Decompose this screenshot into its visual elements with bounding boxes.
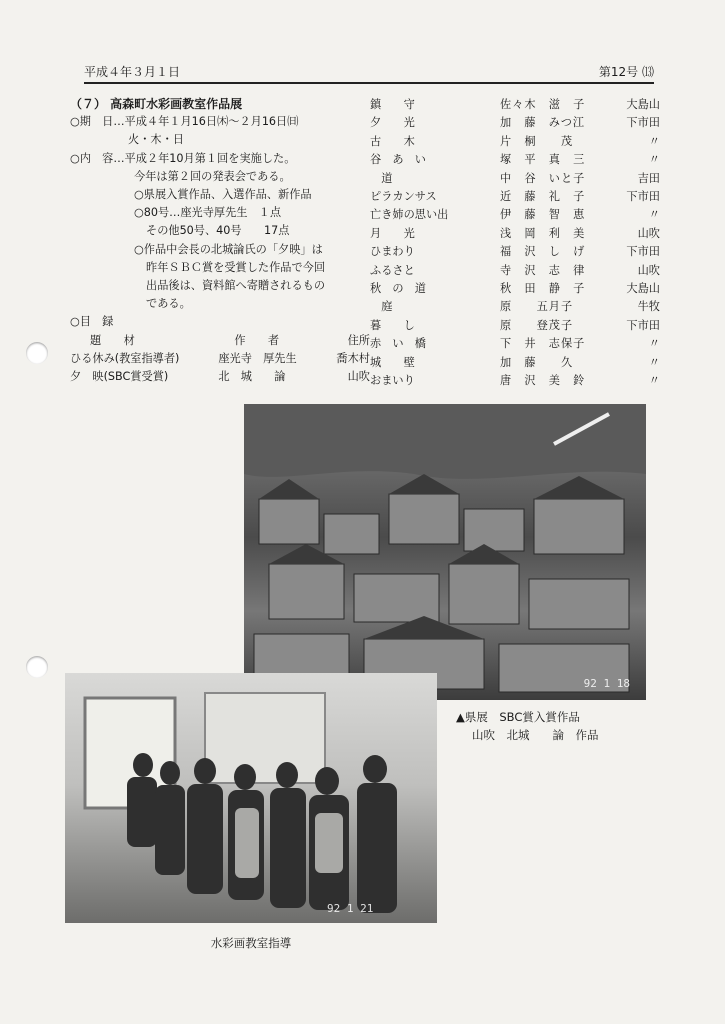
table-row <box>370 133 660 151</box>
header-date: 平成４年３月１日 <box>84 65 181 79</box>
class-photo-caption: 水彩画教室指導 <box>210 936 292 950</box>
work-artist-cell: 原 五月子 <box>500 300 574 314</box>
work-title-cell: 亡き姉の思い出 <box>370 208 449 222</box>
work-title-cell: 庭 <box>370 300 393 314</box>
table-row <box>70 350 370 368</box>
content-value: 平成２年10月第１回を実施した。 <box>124 151 296 165</box>
content-text: ○80号…座光寺厚先生 １点 <box>134 206 282 220</box>
work-location-cell: 下市田 <box>626 318 660 332</box>
table-row <box>370 151 660 169</box>
cell-author: 座光寺 厚先生 <box>218 351 297 365</box>
table-row <box>370 354 660 372</box>
work-title-cell: 秋 の 道 <box>370 282 426 296</box>
table-row <box>370 243 660 261</box>
catalog-header-row <box>70 332 370 350</box>
work-title-cell: 月 光 <box>370 226 415 240</box>
work-artist-cell: 佐々木 滋 子 <box>500 98 586 111</box>
work-location-cell: 下市田 <box>626 116 660 130</box>
work-artist-cell: 片 桐 茂 <box>500 134 574 148</box>
work-artist-cell: 下 井 志保子 <box>500 337 586 351</box>
table-row <box>370 298 660 316</box>
work-location-cell: 大島山 <box>626 98 660 111</box>
work-title-cell: 鎮 守 <box>370 98 415 111</box>
works-list <box>370 96 660 391</box>
painting-photo <box>244 404 646 700</box>
exhibition-article <box>70 95 370 386</box>
caption-line: ▲県展 SBC賞入賞作品 <box>456 710 580 724</box>
work-title-cell: 赤 い 橋 <box>370 337 426 351</box>
table-row <box>370 206 660 224</box>
work-artist-cell: 浅 岡 利 美 <box>500 226 586 240</box>
works-table <box>370 96 660 391</box>
page-header <box>84 63 654 83</box>
catalog-table <box>70 332 370 386</box>
work-location-cell: 〃 <box>648 355 660 369</box>
col-author: 作 者 <box>234 333 280 347</box>
work-artist-cell: 加 藤 久 <box>500 355 574 369</box>
work-artist-cell: 塚 平 真 三 <box>500 153 586 167</box>
header-issue-number: 第12号 ⒀ <box>598 65 654 79</box>
work-title-cell: 夕 光 <box>370 116 415 130</box>
table-row <box>370 188 660 206</box>
table-row <box>370 96 660 114</box>
cell-title: 夕 映(SBC賞受賞) <box>70 369 169 383</box>
content-text: ○作品中会長の北城論氏の「夕映」は <box>134 242 323 256</box>
cell-author: 北 城 論 <box>218 369 286 383</box>
content-text: である。 <box>146 297 191 311</box>
content-text: ○県展入賞作品、入選作品、新作品 <box>134 188 312 202</box>
work-location-cell: 〃 <box>648 134 660 148</box>
content-text: 出品後は、資料館へ寄贈されるもの <box>146 279 326 293</box>
period-line <box>70 113 370 131</box>
caption-line: 山吹 北城 論 作品 <box>472 728 599 742</box>
work-title-cell: 道 <box>370 171 393 185</box>
punch-hole <box>26 342 48 364</box>
catalog-heading: ○目 録 <box>70 315 114 329</box>
work-artist-cell: 原 登茂子 <box>500 318 574 332</box>
table-row <box>370 335 660 353</box>
table-row <box>370 280 660 298</box>
table-row <box>370 114 660 132</box>
work-title-cell: 谷 あ い <box>370 153 426 167</box>
content-text: その他50号、40号 17点 <box>146 224 290 238</box>
work-title-cell: 城 壁 <box>370 355 415 369</box>
work-location-cell: 〃 <box>648 374 660 388</box>
work-artist-cell: 伊 藤 智 恵 <box>500 208 586 222</box>
work-location-cell: 下市田 <box>626 190 660 204</box>
works-table-body <box>370 96 660 391</box>
table-row <box>370 317 660 335</box>
work-title-cell: ピラカンサス <box>370 190 437 204</box>
work-title-cell: おまいり <box>370 374 415 388</box>
table-row <box>370 372 660 390</box>
work-title-cell: ふるさと <box>370 263 415 277</box>
col-address: 住所 <box>347 333 370 347</box>
work-location-cell: 山吹 <box>637 263 660 277</box>
days-line: 火・木・日 <box>128 133 184 147</box>
work-title-cell: ひまわり <box>370 245 415 259</box>
table-row <box>70 368 370 386</box>
photo-date-stamp: 92 1 21 <box>327 902 374 915</box>
class-photo <box>65 673 437 923</box>
work-location-cell: 吉田 <box>637 171 660 185</box>
period-value: 平成４年１月16日㈭〜２月16日㈰ <box>124 115 299 129</box>
work-artist-cell: 秋 田 静 子 <box>500 282 586 296</box>
period-label: ○期 日… <box>70 115 125 129</box>
cell-address: 山吹 <box>347 369 370 383</box>
content-text: 今年は第２回の発表会である。 <box>134 169 291 183</box>
work-title-cell: 暮 し <box>370 318 415 332</box>
painting-caption <box>456 708 599 744</box>
work-artist-cell: 福 沢 し げ <box>500 245 586 259</box>
content-text: 昨年ＳＢＣ賞を受賞した作品で今回 <box>146 260 326 274</box>
work-title-cell: 古 木 <box>370 134 415 148</box>
work-artist-cell: 近 藤 礼 子 <box>500 190 586 204</box>
cell-address: 喬木村 <box>336 351 370 365</box>
content-line <box>70 150 370 168</box>
work-location-cell: 〃 <box>648 208 660 222</box>
classroom-scene-image <box>65 673 437 923</box>
photo-date-stamp: 92 1 18 <box>583 677 630 690</box>
work-artist-cell: 唐 沢 美 鈴 <box>500 374 586 388</box>
work-location-cell: 下市田 <box>626 245 660 259</box>
table-row <box>370 225 660 243</box>
work-artist-cell: 中 谷 いと子 <box>500 171 586 185</box>
header-rule <box>84 82 654 84</box>
work-artist-cell: 寺 沢 志 律 <box>500 263 586 277</box>
table-row <box>370 262 660 280</box>
article-title: （７） 高森町水彩画教室作品展 <box>70 97 243 111</box>
work-location-cell: 〃 <box>648 153 660 167</box>
work-artist-cell: 加 藤 みつ江 <box>500 116 586 130</box>
content-label: ○内 容… <box>70 151 125 165</box>
table-row <box>370 170 660 188</box>
punch-hole <box>26 656 48 678</box>
work-location-cell: 牛牧 <box>637 300 660 314</box>
work-location-cell: 〃 <box>648 337 660 351</box>
col-title: 題 材 <box>90 333 135 347</box>
work-location-cell: 山吹 <box>637 226 660 240</box>
townscape-painting-image <box>244 404 646 700</box>
cell-title: ひる休み(教室指導者) <box>70 351 180 365</box>
work-location-cell: 大島山 <box>626 282 660 296</box>
